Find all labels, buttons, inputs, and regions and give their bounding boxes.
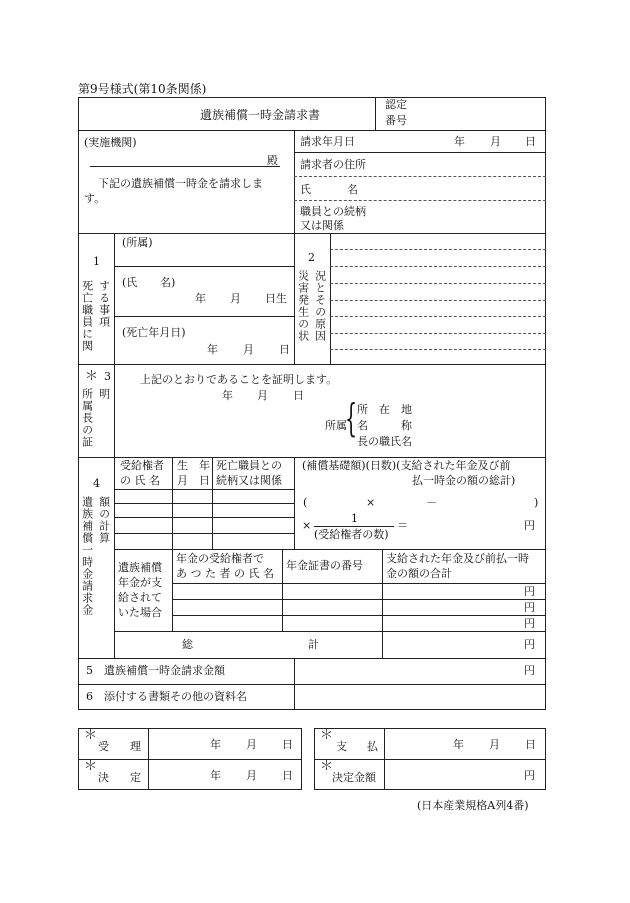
section-4-title-a: 遺族補償一時金請求金: [80, 496, 94, 616]
certification-number-label: 番号: [385, 114, 407, 127]
section-5-yen: 円: [524, 664, 535, 677]
deceased-affiliation-label: (所属): [122, 236, 153, 249]
pension-col-name-2: あ つ た 者 の 氏 名: [176, 567, 274, 580]
col-birth-1: 生 年: [177, 459, 210, 472]
claimant-name-label-2: 名: [347, 183, 358, 196]
pension-col-total-2: 金の額の合計: [386, 567, 452, 580]
death-month: 月: [243, 343, 254, 356]
relation-label: 職員との続柄: [300, 205, 366, 218]
decided-amount-yen: 円: [524, 769, 535, 782]
claimant-name-label-1: 氏: [300, 183, 311, 196]
section-2-title-a: 災害発生の状: [296, 270, 310, 342]
formula-times: ×: [366, 496, 376, 509]
total-label: 総: [182, 638, 193, 651]
decision-year: 年: [210, 769, 221, 782]
total-yen: 円: [524, 638, 535, 651]
pension-col-cert: 年金証書の番号: [286, 559, 363, 572]
col-claimant-name-1: 受給権者: [120, 459, 164, 472]
certify-address-label: 所 在 地: [357, 403, 412, 416]
decision-day: 日: [282, 769, 293, 782]
pension-label-3: 給されて: [118, 591, 162, 604]
section-1-title-a: 死亡職員に関: [80, 280, 94, 352]
decision-label: 決: [98, 771, 109, 784]
section-3-marker: ＊: [85, 369, 99, 384]
formula-minus: －: [426, 496, 437, 509]
birth-year: 年: [195, 292, 206, 305]
formula-paren-open: (: [303, 496, 308, 509]
section-2-number: 2: [308, 251, 315, 264]
receipt-year: 年: [210, 738, 221, 751]
agency-label: (実施機関): [84, 136, 137, 149]
formula-numerator: 1: [351, 512, 358, 525]
claimant-address-label: 請求者の住所: [300, 158, 366, 171]
request-month: 月: [490, 135, 501, 148]
death-date-label: (死亡年月日): [122, 326, 186, 339]
col-claimant-name-2: の 氏 名: [120, 474, 160, 487]
formula-header-2: 払一時金の額の総計): [412, 474, 516, 487]
formula-yen: 円: [524, 519, 535, 532]
section-3-title-b: 明: [97, 388, 111, 400]
section-4-title-b: 額の計算: [97, 496, 111, 544]
formula-denominator: (受給権者の数): [314, 528, 389, 541]
formula-paren-close: ): [534, 496, 539, 509]
section-6-label: 6 添付する書類その他の資料名: [86, 690, 247, 703]
relation-label-2: 又は関係: [300, 219, 344, 232]
payment-marker: ＊: [320, 728, 334, 743]
death-year: 年: [207, 343, 218, 356]
receipt-marker: ＊: [84, 728, 98, 743]
deceased-name-label-1: (氏: [122, 276, 138, 289]
section-3-number: 3: [104, 370, 111, 383]
request-text: 下記の遺族補償一時金を請求しま: [98, 177, 263, 190]
request-date-label: 請求年月日: [300, 135, 355, 148]
pension-yen-3: 円: [524, 617, 535, 630]
total-label-end: 計: [308, 638, 319, 651]
decision-label-end: 定: [130, 771, 141, 784]
col-birth-2: 月 日: [177, 474, 210, 487]
col-relation-1: 死亡職員との: [216, 459, 282, 472]
section-2-title-b: 況とその原因: [313, 270, 327, 342]
brace-icon: {: [345, 396, 358, 440]
decided-amount-marker: ＊: [320, 759, 334, 774]
request-year: 年: [454, 135, 465, 148]
payment-label: 支: [336, 740, 347, 753]
formula-header: (補償基礎額)(日数)(支給された年金及び前: [302, 459, 511, 472]
receipt-month: 月: [246, 738, 257, 751]
payment-year: 年: [453, 738, 464, 751]
certify-statement: 上記のとおりであることを証明します。: [140, 373, 338, 386]
col-relation-2: 続柄又は関係: [216, 474, 282, 487]
certify-name-label: 名 称: [357, 419, 412, 432]
request-day: 日: [525, 135, 536, 148]
certify-month: 月: [257, 389, 268, 402]
certify-affiliation-prefix: 所属: [325, 419, 347, 432]
payment-label-end: 払: [367, 740, 378, 753]
pension-yen-2: 円: [524, 601, 535, 614]
pension-label-1: 遺族補償: [118, 561, 162, 574]
agency-honorific: 殿: [267, 154, 278, 167]
decided-amount-label: 決定金額: [332, 771, 376, 784]
decision-month: 月: [246, 769, 257, 782]
pension-col-name-1: 年金の受給権者で: [176, 552, 264, 565]
section-1-number: 1: [93, 255, 100, 268]
section-1-title-b: する事項: [97, 280, 111, 328]
receipt-label: 受: [98, 740, 109, 753]
formula-times-2: ×: [302, 519, 312, 532]
decision-marker: ＊: [84, 759, 98, 774]
footer-standard: (日本産業規格A列4番): [417, 799, 529, 812]
request-text-end: す。: [84, 192, 106, 205]
certify-head-label: 長の職氏名: [357, 435, 412, 448]
payment-day: 日: [525, 738, 536, 751]
pension-col-total-1: 支給された年金及び前払一時: [386, 552, 529, 565]
certify-year: 年: [222, 389, 233, 402]
formula-equals: ＝: [397, 519, 408, 532]
certify-day: 日: [293, 389, 304, 402]
pension-label-2: 年金が支: [118, 576, 162, 589]
section-5-label: 5 遺族補償一時金請求金額: [86, 664, 225, 677]
death-day: 日: [279, 343, 290, 356]
pension-label-4: いた場合: [118, 606, 162, 619]
deceased-name-label-2: 名): [160, 276, 176, 289]
birth-day: 日生: [265, 292, 287, 305]
certification-label: 認定: [385, 98, 407, 111]
payment-month: 月: [489, 738, 500, 751]
pension-yen-1: 円: [524, 585, 535, 598]
form-number: 第9号様式(第10条関係): [78, 82, 207, 96]
receipt-label-end: 理: [130, 740, 141, 753]
section-3-title-a: 所属長の証: [80, 388, 94, 448]
receipt-day: 日: [282, 738, 293, 751]
section-4-number: 4: [93, 477, 100, 490]
form-title: 遺族補償一時金請求書: [200, 108, 321, 122]
birth-month: 月: [230, 292, 241, 305]
